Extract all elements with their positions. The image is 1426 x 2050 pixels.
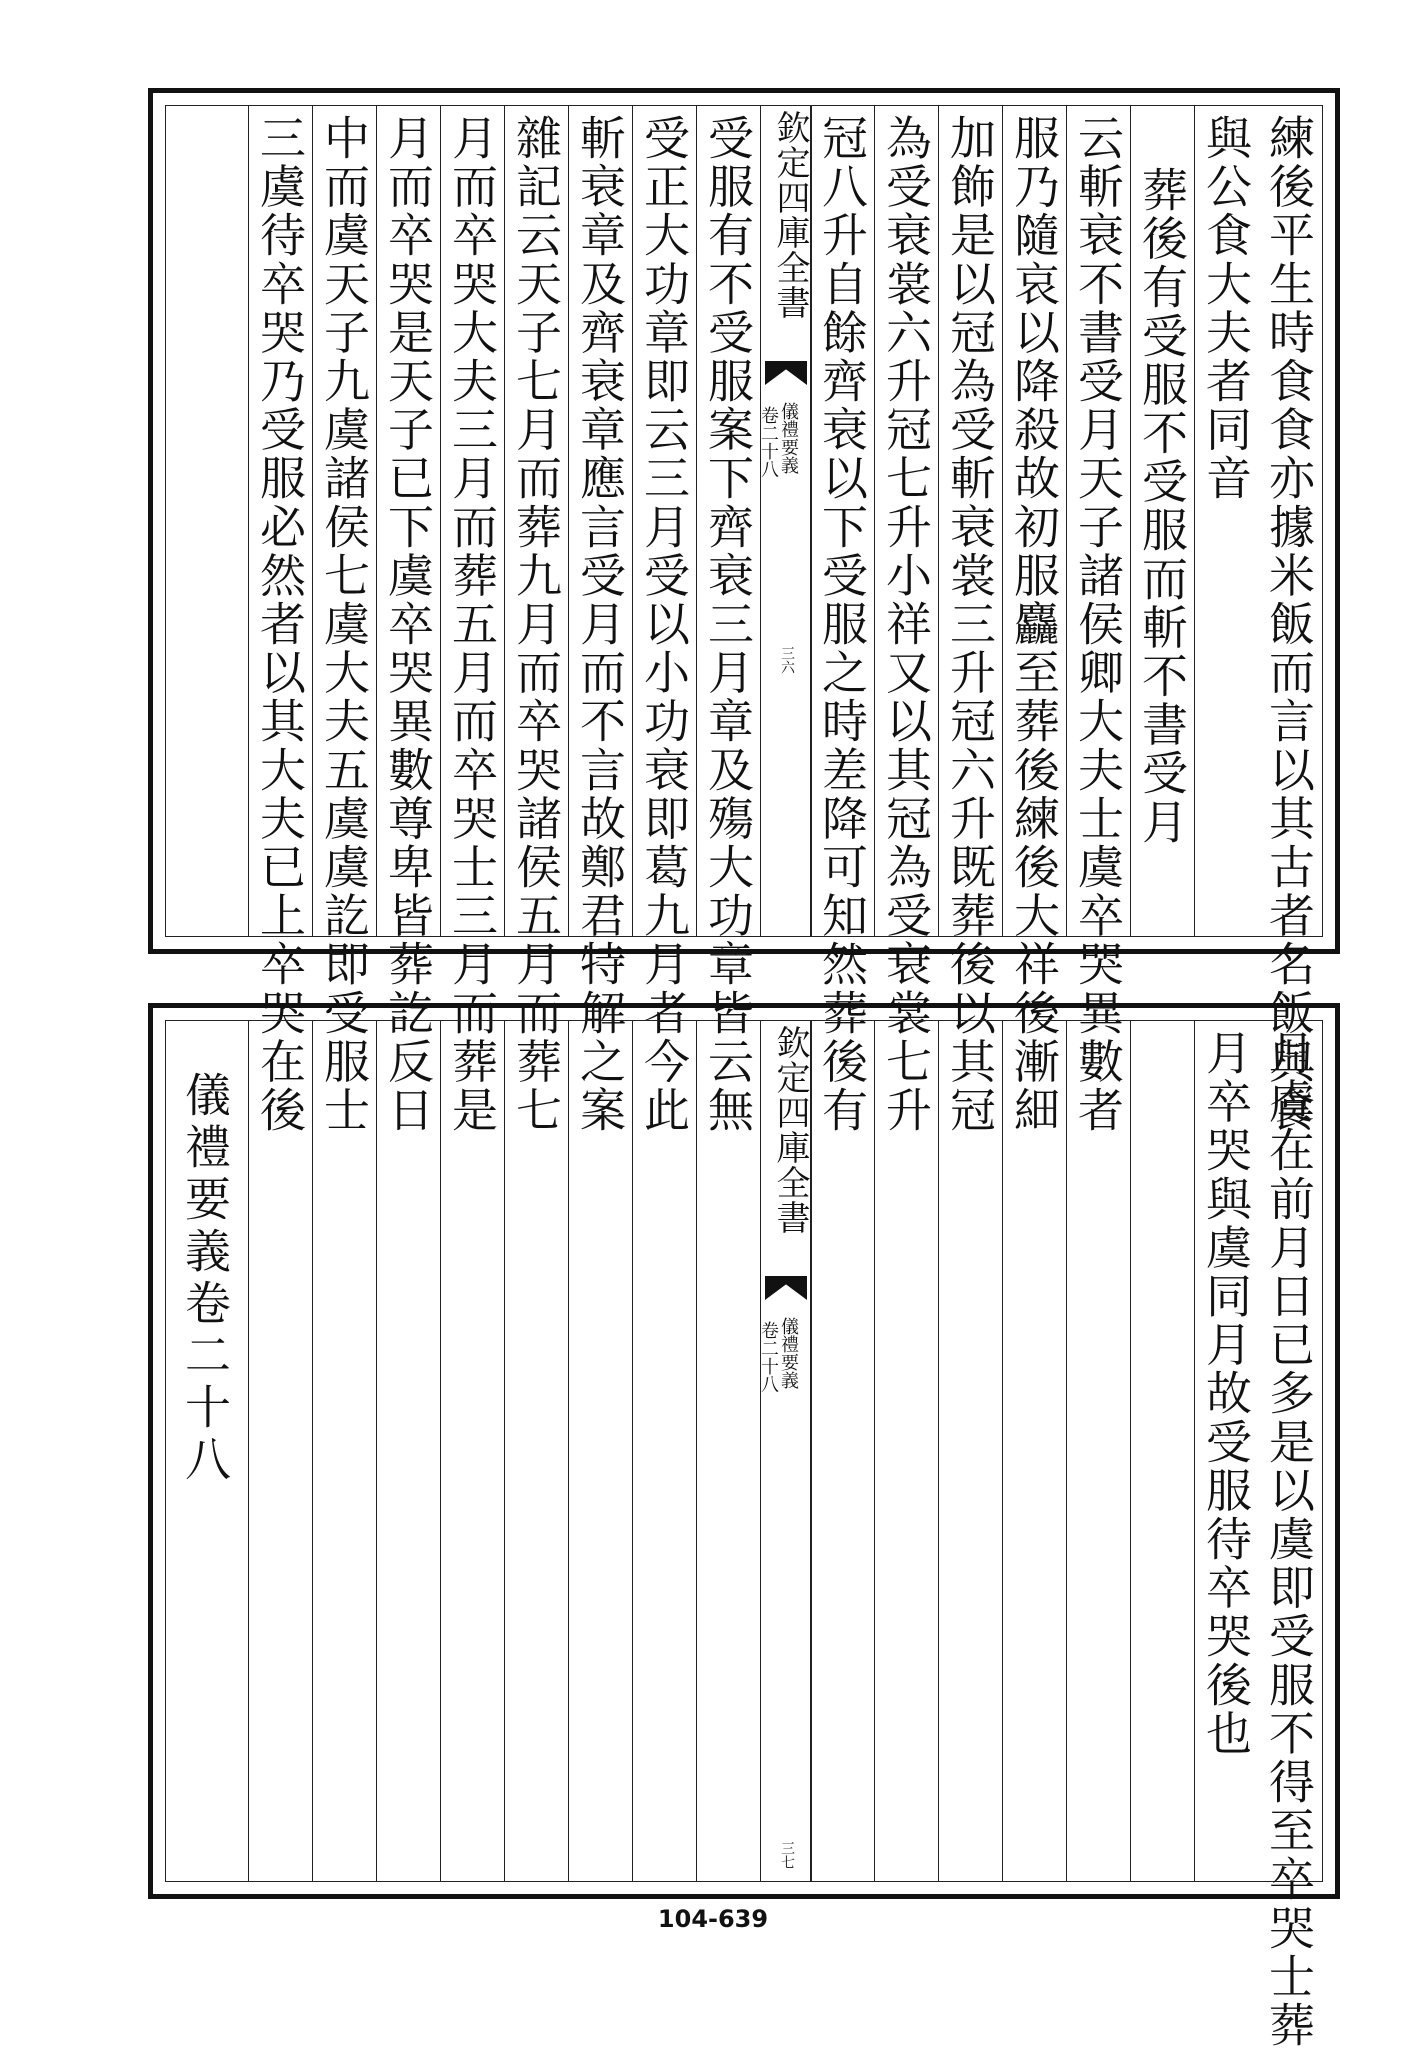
column-text: 練後平生時食食亦據米飯而言以其古者名飯與食 (1262, 114, 1316, 1135)
column-text: 與公食大夫者同音 (1199, 114, 1253, 503)
leaf-number: 三六 (779, 646, 795, 674)
text-column (874, 106, 939, 1135)
blank-column (376, 1021, 441, 1881)
column-text: 斬衰章及齊衰章應言受月而不言故鄭君特解之案 (573, 114, 627, 1135)
column-text: 中而虞天子九虞諸侯七虞大夫五虞虞訖即受服士 (317, 114, 371, 1135)
blank-column (504, 1021, 569, 1881)
top-page-frame (148, 88, 1340, 1135)
blank-column (1130, 1021, 1195, 1881)
text-column (632, 106, 697, 1135)
column-text: 加飾是以冠為受斬衰裳三升冠六升既葬後以其冠 (943, 114, 997, 1135)
blank-column (810, 1021, 875, 1881)
blank-column (166, 106, 248, 936)
page-number: 104-639 (657, 1905, 769, 1933)
collection-title: 欽定四庫全書 (770, 1025, 810, 1235)
top-page-inner-border (165, 105, 1323, 1135)
leaf-number: 三七 (779, 1841, 795, 1869)
book-title: 儀禮要義 (778, 1317, 799, 1389)
column-text: 葬後有受服不受服而斬不書受月 (1135, 166, 1189, 847)
column-text: 月虞在前月日已多是以虞即受服不得至卒哭士葬 (1262, 1029, 1316, 2050)
text-column (1258, 106, 1322, 1135)
column-text: 月而卒哭是天子已下虞卒哭異數尊卑皆葬訖反日 (381, 114, 435, 1135)
text-column (1194, 106, 1259, 936)
column-text: 雜記云天子七月而葬九月而卒哭諸侯五月而葬七 (509, 114, 563, 1135)
column-text: 受服有不受服案下齊衰三月章及殤大功章皆云無 (701, 114, 755, 1135)
column-text: 月卒哭與虞同月故受服待卒哭後也 (1199, 1029, 1253, 1758)
volume-label: 卷二十八 (758, 406, 779, 478)
text-column (376, 106, 441, 1135)
blank-column (696, 1021, 761, 1881)
blank-column (248, 1021, 313, 1881)
text-column (568, 106, 633, 1135)
text-column (1130, 106, 1195, 936)
text-column (312, 106, 377, 1135)
text-column (1194, 1021, 1259, 1881)
blank-column (938, 1021, 1003, 1881)
text-column (248, 106, 313, 1135)
fish-tail-mark (765, 361, 807, 385)
column-text: 受正大功章即云三月受以小功衰即葛九月者今此 (637, 114, 691, 1135)
blank-column (874, 1021, 939, 1881)
text-column (504, 106, 569, 1135)
center-fold-column (760, 106, 812, 936)
column-text: 為受衰裳六升冠七升小祥又以其冠為受衰裳七升 (879, 114, 933, 1135)
text-column (1002, 106, 1067, 1135)
blank-column (312, 1021, 377, 1881)
blank-column (568, 1021, 633, 1881)
text-column (810, 106, 875, 1135)
end-title-column (166, 1021, 248, 1881)
center-fold-column (760, 1021, 812, 1881)
text-column (1258, 1021, 1322, 2050)
column-text: 服乃隨哀以降殺故初服麤至葬後練後大祥後漸細 (1007, 114, 1061, 1135)
column-text: 三虞待卒哭乃受服必然者以其大夫已上卒哭在後 (253, 114, 307, 1135)
blank-column (1066, 1021, 1131, 1881)
column-text: 月而卒哭大夫三月而葬五月而卒哭士三月而葬是 (445, 114, 499, 1135)
fish-tail-mark (765, 1276, 807, 1300)
blank-column (632, 1021, 697, 1881)
end-title: 儀禮要義卷二十八 (178, 1071, 232, 1487)
text-column (440, 106, 505, 1135)
volume-label: 卷二十八 (758, 1321, 779, 1393)
collection-title: 欽定四庫全書 (770, 110, 810, 320)
column-text: 云斬衰不書受月天子諸侯卿大夫士虞卒哭異數者 (1071, 114, 1125, 1135)
book-title: 儀禮要義 (778, 402, 799, 474)
text-column (938, 106, 1003, 1135)
text-column (696, 106, 761, 1135)
text-column (1066, 106, 1131, 1135)
blank-column (440, 1021, 505, 1881)
blank-column (1002, 1021, 1067, 1881)
column-text: 冠八升自餘齊衰以下受服之時差降可知然葬後有 (815, 114, 869, 1135)
